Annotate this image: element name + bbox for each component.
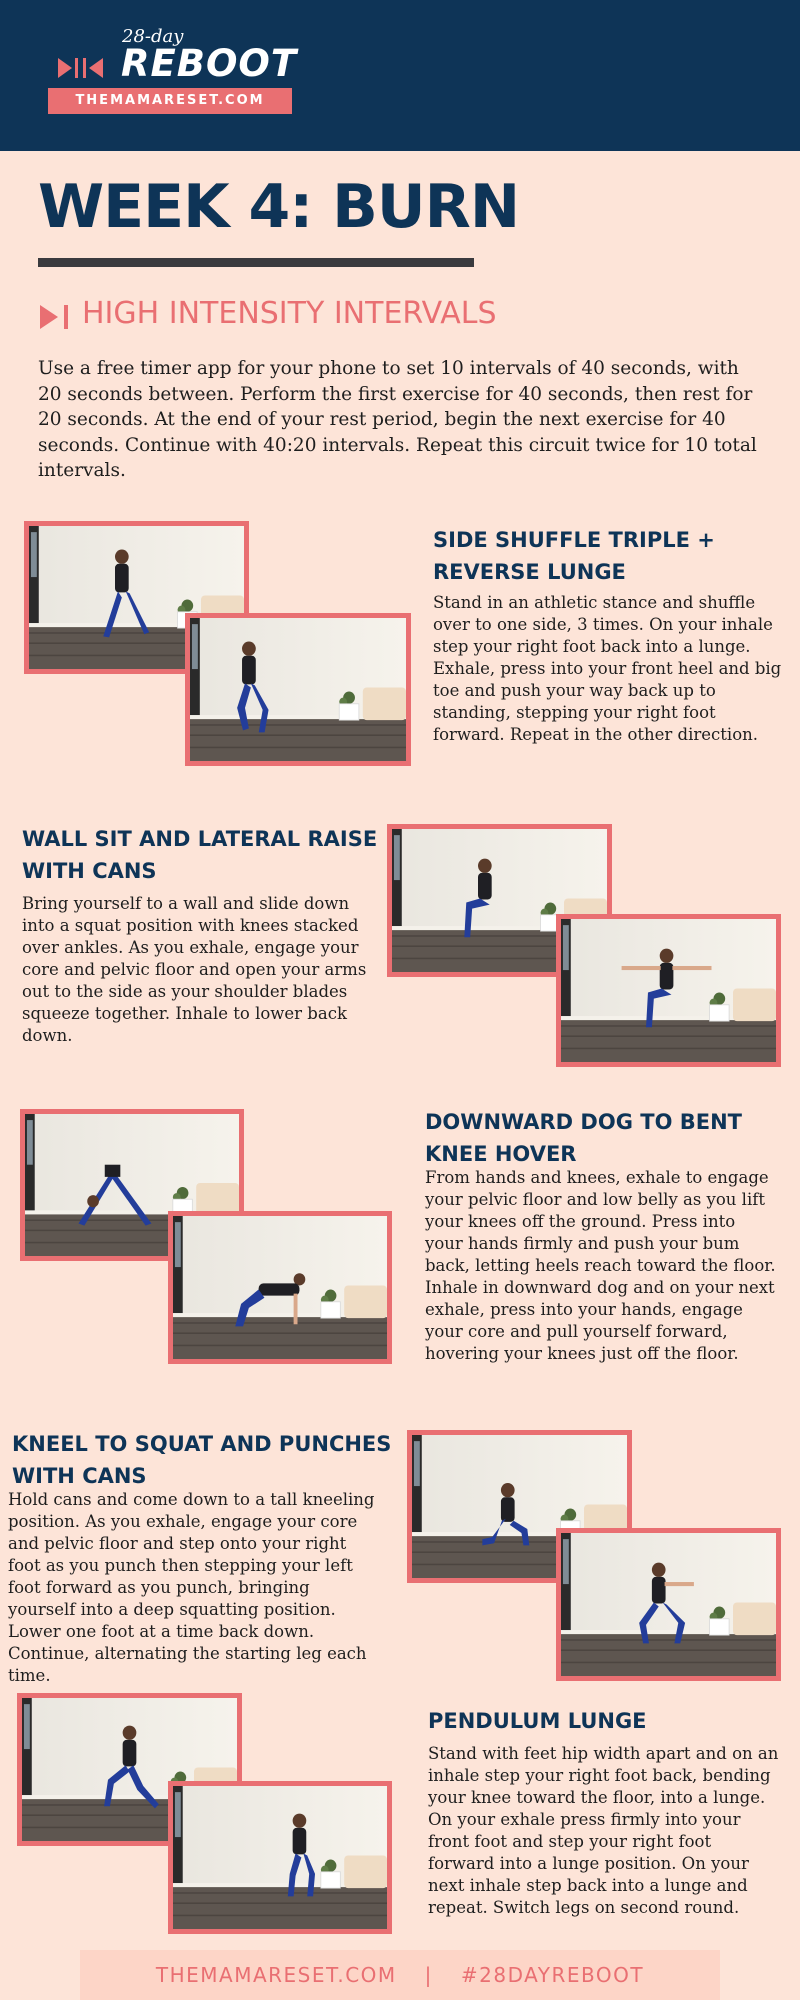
- exercise-2-description: Bring yourself to a wall and slide down into a squat position with knees stacked over ankles. As you exhale, engage your core and pelvic floor and open your arms out to the side as your shoulder blades squeeze together. Inhale to lower back down.: [22, 894, 367, 1045]
- exercise-3-title-line2: KNEE HOVER: [425, 1142, 577, 1166]
- header-banner: [0, 0, 800, 151]
- exercise-4-title: [12, 1428, 392, 1492]
- play-rewind-icon: [58, 56, 112, 80]
- exercise-1-title: [433, 524, 773, 588]
- title-divider: [38, 258, 474, 267]
- footer-site-link[interactable]: THEMAMARESET.COM: [155, 1963, 397, 1987]
- exercise-5-title-line1: PENDULUM LUNGE: [428, 1709, 647, 1733]
- exercise-2-title-line2: WITH CANS: [22, 859, 157, 883]
- exercise-3-title: [425, 1106, 775, 1170]
- page-title: WEEK 4: BURN: [38, 172, 520, 242]
- footer-bar: [80, 1950, 720, 2000]
- exercise-4-title-line1: KNEEL TO SQUAT AND PUNCHES: [12, 1432, 392, 1456]
- logo-day-count: 28-day: [122, 26, 184, 47]
- exercise-1-photo-2: [185, 613, 411, 766]
- exercise-4-title-line2: WITH CANS: [12, 1464, 147, 1488]
- exercise-4-description: Hold cans and come down to a tall kneeling position. As you exhale, engage your core and pelvic floor and step onto your right foot as you punch then stepping your left foot forward as you punch, bringing yourself into a deep squatting position. Lower one foot at a time back down. Continue, alternating the starting leg each time.: [8, 1490, 375, 1685]
- exercise-2-title: [22, 823, 382, 887]
- footer-hashtag: #28DAYREBOOT: [460, 1963, 645, 1987]
- exercise-3-title-line1: DOWNWARD DOG TO BENT: [425, 1110, 742, 1134]
- logo-wordmark: REBOOT: [121, 42, 298, 85]
- exercise-5-title: [428, 1705, 768, 1737]
- logo-site-link[interactable]: THEMAMARESET.COM: [48, 88, 292, 114]
- exercise-3-description: From hands and knees, exhale to engage your pelvic floor and low belly as you lift your knees off the ground. Press into your hands firmly and push your bum back, letting heels reach toward the floor. Inhale in downward dog and on your next exhale, press into your hands, engage your core and pull yourself forward, hovering your knees just off the floor.: [425, 1168, 776, 1363]
- exercise-1-description: Stand in an athletic stance and shuffle over to one side, 3 times. On your inhale step your right foot back into a lunge. Exhale, press into your front heel and big toe and push your way back up to standing, stepping your right foot forward. Repeat in the other direction.: [433, 593, 782, 744]
- exercise-2-photo-2: [556, 914, 781, 1067]
- exercise-1-title-line1: SIDE SHUFFLE TRIPLE +: [433, 528, 715, 552]
- exercise-3-photo-2: [168, 1211, 392, 1364]
- footer-separator: |: [424, 1963, 433, 1987]
- section-title: HIGH INTENSITY INTERVALS: [82, 296, 497, 331]
- exercise-5-photo-2: [168, 1781, 392, 1934]
- play-skip-icon: [40, 304, 72, 330]
- exercise-4-photo-2: [556, 1528, 781, 1681]
- exercise-1-title-line2: REVERSE LUNGE: [433, 560, 626, 584]
- exercise-5-description: Stand with feet hip width apart and on an inhale step your right foot back, bending your knee toward the floor, into a lunge. On your exhale press firmly into your front foot and step your right foot forward into a lunge position. On your next inhale step back into a lunge and repeat. Switch legs on second round.: [428, 1744, 779, 1917]
- exercise-2-title-line1: WALL SIT AND LATERAL RAISE: [22, 827, 378, 851]
- section-intro: Use a free timer app for your phone to set 10 intervals of 40 seconds, with 20 seconds between. Perform the first exercise for 40 seconds, then rest for 20 seconds. At the end of your rest period, begin the next exercise for 40 seconds. Continue with 40:20 intervals. Repeat this circuit twice for 10 total intervals.: [38, 358, 757, 481]
